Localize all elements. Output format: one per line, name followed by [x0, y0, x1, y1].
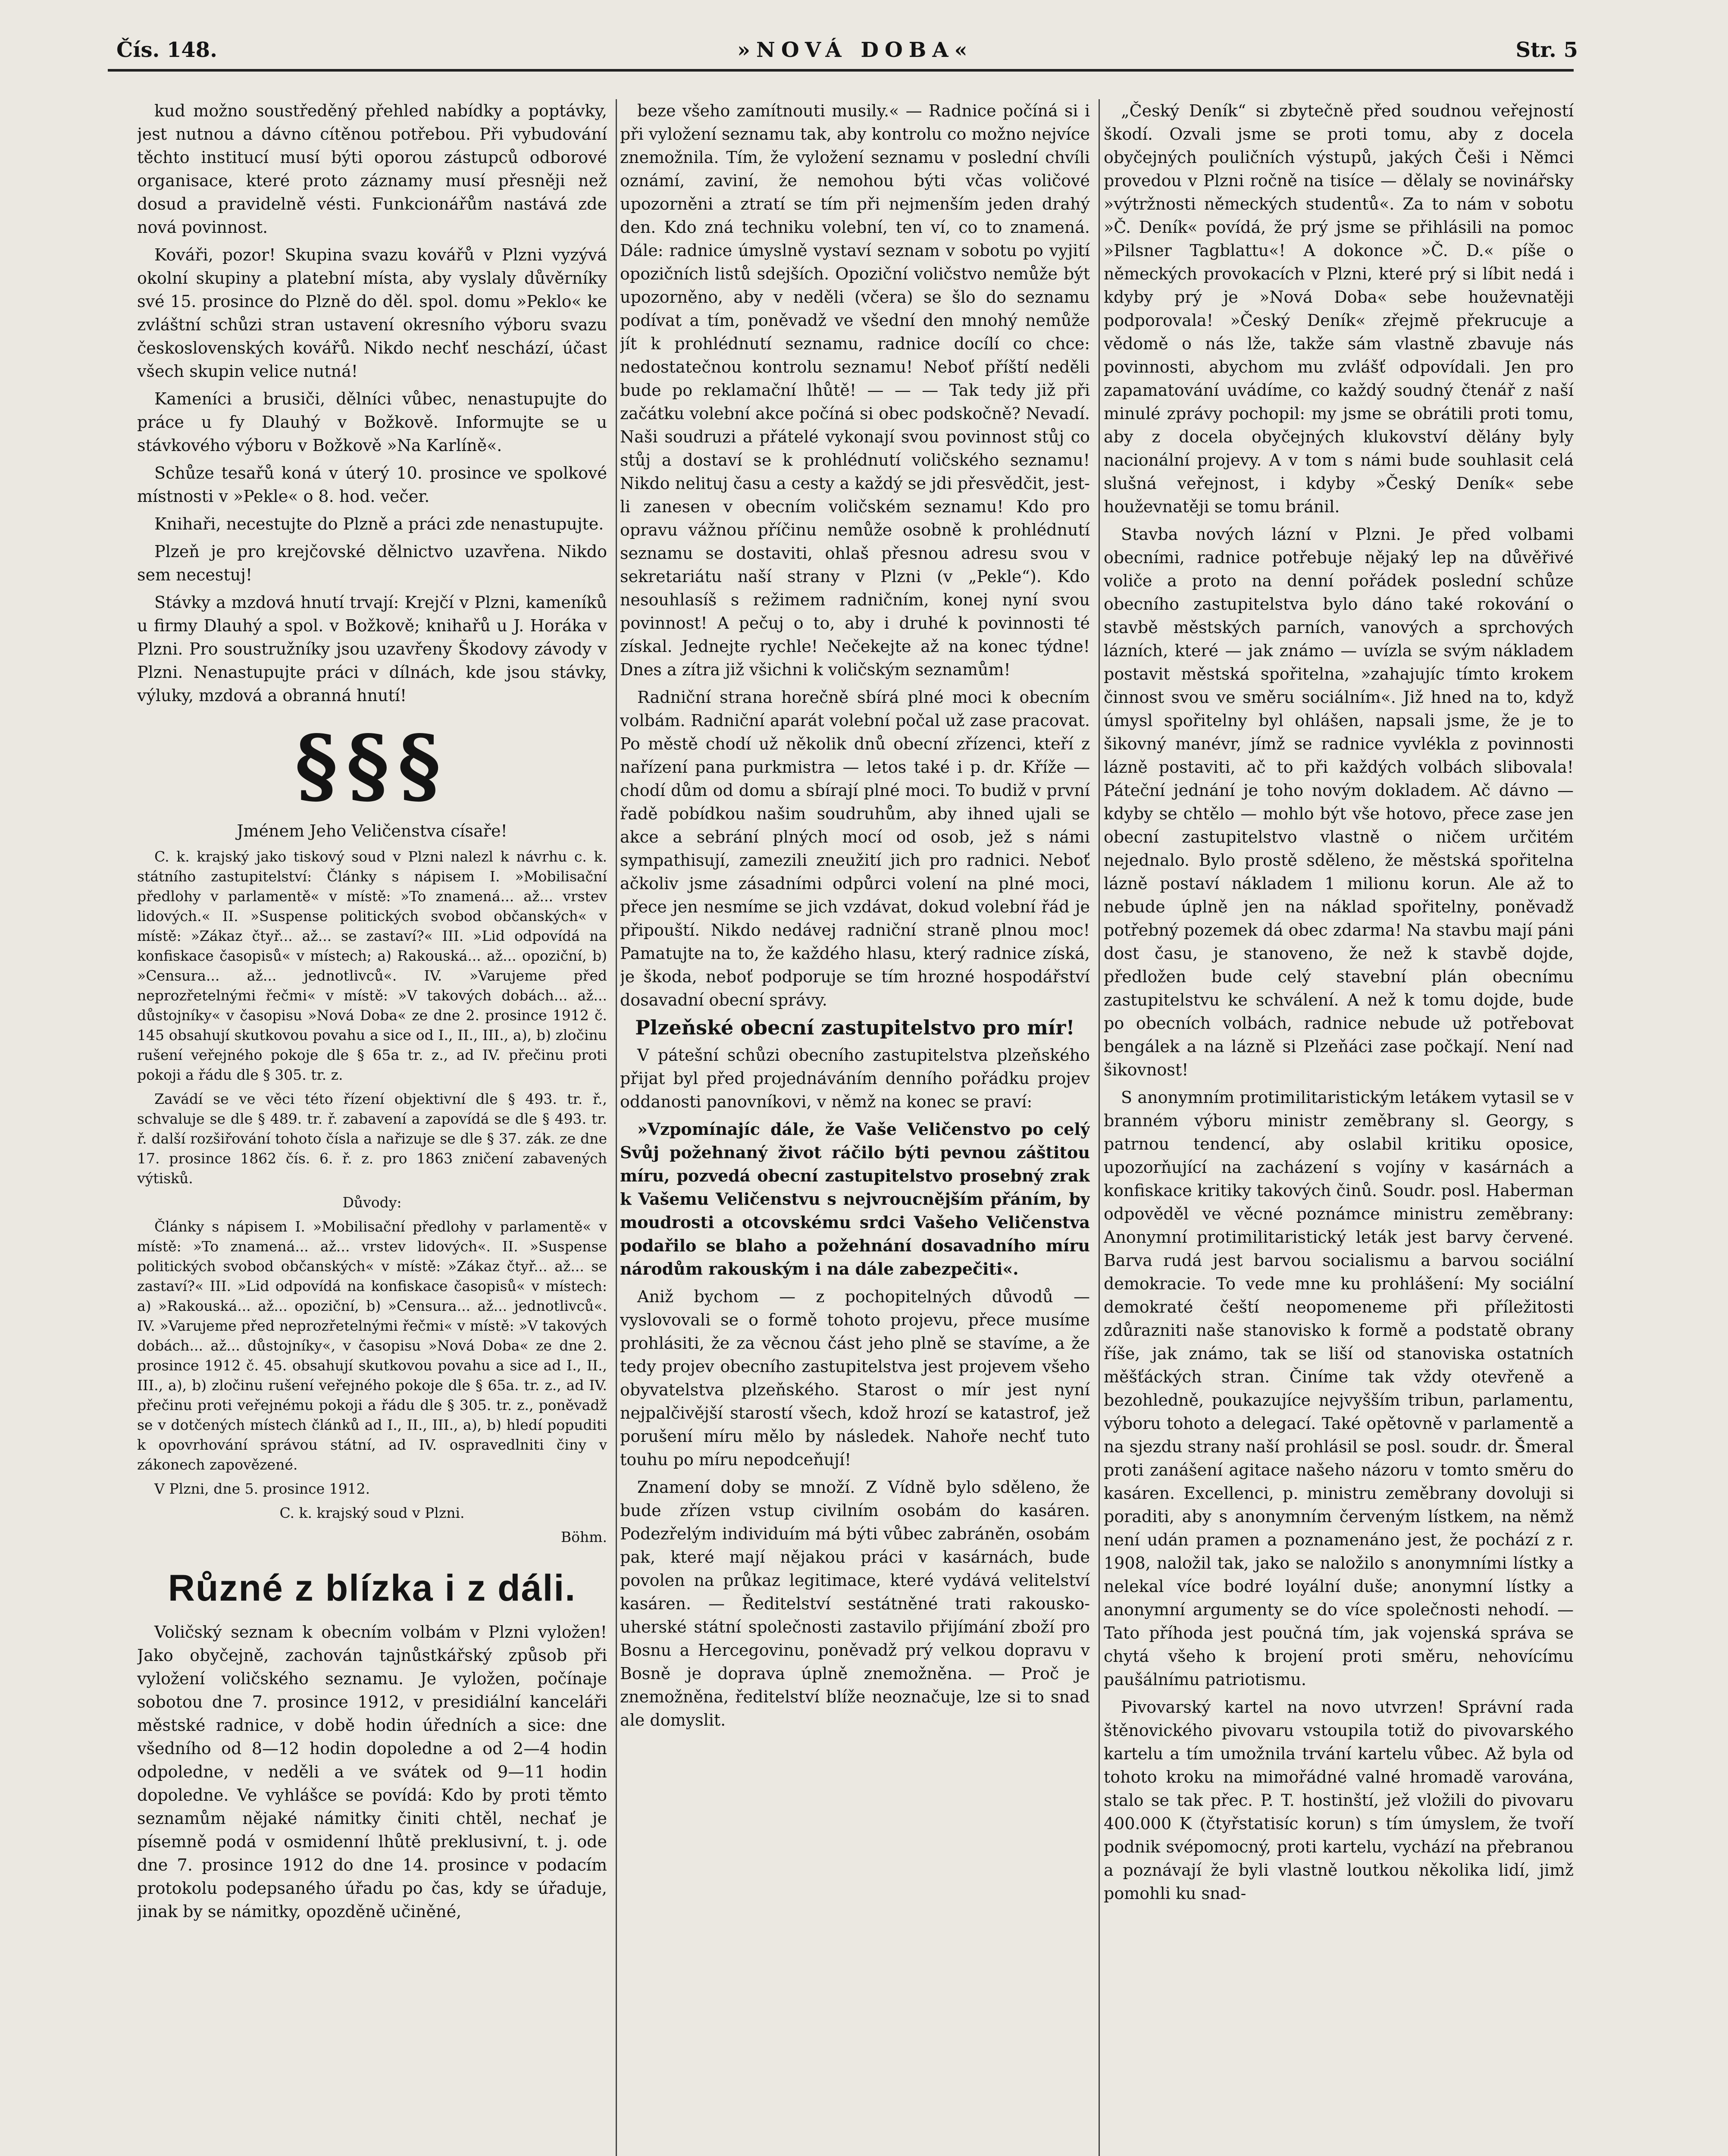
article-paragraph: Aniž bychom — z pochopitelných důvodů — vyslovovali se o formě tohoto projevu, přece musíme prohlásiti, že za věcnou část jeho plně se stavíme, a že tedy projev obecního zastupitelstva jest projevem všeho obyvatelstva plzeňského. Starost o mír jest nyní nejpalčivější starostí všech, kdož hrozí se katastrof, jež porušení míru mělo by následek. Nahoře nechť tuto touhu po míru nepodceňují! — [620, 1287, 1090, 1469]
header-rule — [108, 69, 1574, 72]
court-verdict: C. k. krajský jako tiskový soud v Plzni nalezl k návrhu c. k. státního zastupitelství: Články s nápisem I. »Mobilisační předlohy v parlamentě« v místě: »To znamená... až... vrstev lidových.« II. »Suspense politických svobod občanských« v místě: »Zákaz čtyř... až... se zastaví?« III. »Lid odpovídá na konfiskace časopisů« v místech; a) Rakouská... až... opoziční, b) »Censura... až... jednotlivců«. IV. »Varujeme před neprozřetelnými řečmi« v místě: »V takových dobách... až... důstojníky« v časopisu »Nová Doba« ze dne 2. prosince 1912 č. 145 obsahují skutkovou povahu a sice od I., II., III., a), b) zločinu rušení veřejného pokoje dle § 65a tr. z., ad IV. přečinu proti pokoji a řádu dle § 305. tr. z. — [137, 848, 607, 1083]
article-protimilitaristicky-letak: S anonymním protimilitaristickým letákem vytasil se v branném výboru ministr zeměbrany sl. Georgy, s patrnou tendencí, aby oslabil kritiku oposice, upozorňující na zacházení s vojíny v kasárnách a konfiskace kritiky takových činů. Soudr. posl. Haberman odpověděl ve věcné poznámce ministru zeměbrany: Anonymní protimilitaristický leták jest barvy červené. Barva rudá jest barvou socialismu a barvou sociální demokracie. To vede mne ku prohlášení: My sociální demokraté čeští neopomeneme při příležitosti zdůrazniti naše stanovisko k formě a podstatě obrany říše, jak známo, tak se liší od stanoviska ostatních měšťáckých stran. Činíme tak vždy otevřeně a bezohledně, poukazujíce nejvyšším tribun, parlamentu, výboru tohoto a delegací. Také opětovně v parlamentě a na sjezdu strany naší prohlásil se posl. soudr. dr. Šmeral proti zanášení agitace našeho názoru v tomto směru do kasáren. Excellenci, p. ministru zeměbrany dovoluji si poraditi, aby s anonymním červeným lístkem, na němž není udán pramen a poznamenáno jest, že pochází z r. 1908, naložil tak, jako se naložilo s anonymními lístky a nelekal více bodré loyální duše; anonymní lístky a anonymní argumenty se do více společnosti nehodí. — Tato příhoda jest poučná tím, jak vojenská správa se chytá všeho k brojení proti směru, nehovícímu paušálnímu patriotismu. — [1104, 1088, 1574, 1689]
article-pivovarsky-kartel: Pivovarský kartel na novo utvrzen! Správní rada štěnovického pivovaru vstoupila totiž do pivovarského kartelu a tím umožnila trvání kartelu vůbec. Až byla od tohoto kroku na mimořádné valné hromadě varována, stalo se tak přec. P. T. hostinští, jež vložili do pivovaru 400.000 K (čtyřstatisíc korun) s tím úmyslem, že tvoří podnik svépomocný, proti kartelu, vychází na přebranou a poznávají že byli vlastně loutkou několika lidí, jimž pomohli ku snad- — [1104, 1698, 1574, 1903]
notice-stavky: Stávky a mzdová hnutí trvají: Krejčí v Plzni, kameníků u firmy Dlauhý a spol. v Božkově; knihařů u J. Horáka v Plzni. Pro soustružníky jsou uzavřeny Škodovy závody v Plzni. Nenastupujte práci v dílnách, kde jsou stávky, výluky, mzdová a obranná hnutí! — [137, 593, 607, 705]
notice-krejci: Plzeň je pro krejčovské dělnictvo uzavřena. Nikdo sem necestuj! — [137, 542, 607, 584]
article-paragraph: beze všeho zamítnouti musily.« — Radnice počíná si i při vyložení seznamu tak, aby kontrolu co možno nejvíce znemožnila. Tím, že vyložení seznamu v poslední chvíli oznámí, zaviní, že nemohou býti včas voličové upozorněni a ztratí se tím při nejmenším jeden drahý den. Kdo zná techniku volební, ten ví, co to znamená. Dále: radnice úmyslně vystaví seznam v sobotu po vyjití opozičních listů sdejších. Opoziční voličstvo nemůže být upozorněno, aby v neděli (včera) se šlo do seznamu podívat a tím, poněvadž ve všední den mnohý nemůže jít k prohlédnutí seznamu, radnice docílí co chce: nedostatečnou kontrolu seznamu! Neboť příští neděli bude po reklamační lhůtě! — — — Tak tedy již při začátku volební akce počíná si obec podskočně? Nevadí. Naši soudruzi a přátelé vykonají svou povinnost stůj co stůj a dostaví se k prohlédnutí voličského seznamu! Nikdo nelituj času a cesty a každý se jdi přesvědčit, jest-li zanesen v obecním voličském seznamu! Kdo pro opravu vážnou příčinu nemůže osobně k prohlédnutí seznamu se dostaviti, ohlaš přesnou adresu svou v sekretariátu naší strany v Plzni (v „Pekle“). Kdo nesouhlasíš s režimem radničním, konej nyní svou povinnost! A pečuj o to, aby i druhé k povinnosti té získal. Jednejte rychle! Nečekejte až na konec týdne! Dnes a zítra již všichni k voličským seznamům! — [620, 101, 1090, 679]
article-cesky-denik: „Český Deník“ si zbytečně před soudnou veřejností škodí. Ozvali jsme se proti tomu, aby z docela obyčejných pouličních výstupů, jakých Češi i Němci provedou v Plzni ročně na tisíce — dělaly se novinářsky »výtržnosti německých studentů«. Za to nám v sobotu »Č. Deník« povídá, že prý jsme se přihlásili na pomoc »Pilsner Tagblattu«! A dokonce »Č. D.« píše o německých provokacích v Plzni, které prý si líbit nedá i kdyby prý je »Nová Doba« sebe houževnatěji podporovala! »Český Deník« zřejmě překrucuje a vědomě o nás lže, takže sám vlastně zbavuje nás povinnosti, abychom mu zvlášť odpovídali. Jen pro zapamatování uvádíme, co každý soudný čtenář z naší minulé zprávy pochopil: my jsme se obrátili proti tomu, aby z docela obyčejných klukovství dělány byly nacionální projevy. A v tom s námi bude souhlasit celá slušná veřejnost, i kdyby »Český Deník« sebe houževnatěji se tomu bránil. — [1104, 101, 1574, 516]
issue-number: Čís. 148. — [116, 38, 217, 62]
column-divider — [1099, 99, 1100, 2156]
column-3 — [1104, 99, 1574, 2156]
court-date: V Plzni, dne 5. prosince 1912. — [154, 1480, 370, 1497]
column-2 — [620, 99, 1090, 2156]
court-heading: Jménem Jeho Veličenstva císaře! — [237, 821, 507, 840]
section-symbol: §§§ — [294, 717, 450, 813]
column-divider — [616, 99, 617, 2156]
notice-kamenici: Kameníci a brusiči, dělníci vůbec, nenastupujte do práce u fy Dlauhý v Božkově. Informujte se u stávkového výboru v Božkově »Na Karlíně«. — [137, 389, 607, 455]
court-verdict-2: Zavádí se ve věci této řízení objektivní dle § 493. tr. ř., schvaluje se dle § 489. tr. ř. zabavení a zapovídá se dle § 493. tr. ř. další rozšiřování tohoto čísla a nařizuje se dle § 37. zák. ze dne 17. prosince 1862 čís. 6. ř. z. pro 1863 zničení zabavených výtisků. — [137, 1091, 607, 1187]
article-stavba-lazni: Stavba nových lázní v Plzni. Je před volbami obecními, radnice potřebuje nějaký lep na důvěřivé voliče a proto na denní pořádek poslední schůze obecního zastupitelstva bylo dáno také rokování o stavbě městských parních, vanových a sprchových lázních, které — jak známo — uvízla se svým nákladem postavit městská spořitelna, »zahajujíc tímto krokem činnost svou ve směru sociálním«. Již hned na to, když úmysl spořitelny byl ohlášen, napsali jsme, že je to šikovný manévr, jímž se radnice vyvlékla z povinnosti lázně postaviti, ač to při každých volbách slibovala! Páteční jednání je toho novým dokladem. Ač dávno — kdyby se chtělo — mohlo být vše hotovo, přece zase jen obecní zastupitelstvo vlastně o ničem určitém nejednalo. Bylo prostě sděleno, že městská spořitelna lázně postaví nákladem 1 milionu korun. Ale až to nebude úplně jen na náklad spořitelny, poněvadž potřebný pozemek dá obec zdarma! Na stavbu mají páni dost času, je stanoveno, že než k stavbě dojde, předložen bude celý stavební plán obecnímu zastupitelstvu ke schválení. A než k tomu dojde, bude po obecních volbách, radnice nebude už potřebovat bengálek a na lázně si Plzeňáci zase počkají. Není nad šikovnost! — [1104, 525, 1574, 1079]
article-radnicni-strana: Radniční strana horečně sbírá plné moci k obecním volbám. Radniční aparát volební počal už zase pracovat. Po městě chodí už několik dnů obecní zřízenci, kteří z nařízení pana purkmistra — letos také i p. dr. Kříže — chodí dům od domu a sbírají plné moci. To budiž v první řadě pobídkou našim soudruhům, aby ihned ujali se akce a sebrání plných mocí od osob, jež s námi sympathisují, zamezili zneužití jich pro radnici. Neboť ačkoliv jsme zásadními odpůrci volení na plné moci, přece jen nesmíme se jich vzdávat, dokud volební řád je připouští. Nikdo nedávej radniční straně plnou moc! Pamatujte na to, že každého hlasu, který radnice získá, je škoda, neboť podporuje se tím hrozné hospodářství dosavadní obecní správy. — [620, 688, 1090, 1009]
article-paragraph: V pátešní schůzi obecního zastupitelstva plzeňského přijat byl před projednáváním denního pořádku projev oddanosti panovníkovi, v němž na konec se praví: — [620, 1046, 1090, 1111]
article-znameni-doby: Znamení doby se množí. Z Vídně bylo sděleno, že bude zřízen vstup civilním osobám do kasáren. Podezřelým individuím má býti vůbec zabráněn, osobám pak, které mají nějakou práci v kasárnách, bude povolen na průkaz legitimace, které vydává velitelství kasáren. — Ředitelství sestátněné trati rakousko-uherské státní společnosti zastavilo přijímání zboží pro Bosnu a Hercegovinu, poněvadž prý velkou dopravu v Bosně je doprava úplně znemožněna. — Proč je znemožněna, ředitelství blíže neoznačuje, lze si to snad ale domyslit. — [620, 1478, 1090, 1730]
article-heading: Plzeňské obecní zastupitelstvo pro mír! — [635, 1016, 1075, 1039]
article-volicsky-seznam: Voličský seznam k obecním volbám v Plzni vyložen! Jako obyčejně, zachován tajnůstkářský způsob při vyložení voličského seznamu. Je vyložen, počínaje sobotou dne 7. prosince 1912, v presidiální kanceláři městské radnice, v době hodin úředních a sice: dne všedního od 8—12 hodin dopoledne a od 2—4 hodin odpoledne, v neděli a ve svátek od 9—11 hodin dopoledne. Ve vyhlášce se povídá: Kdo by proti těmto seznamům nějaké námitky činiti chtěl, nechať je písemně podá v osmidenní lhůtě preklusivní, t. j. ode dne 7. prosince 1912 do dne 14. prosince v podacím protokolu podepsaného úřadu po čas, kdy se úřaduje, jinak by se námitky, opozděně učiněné, — [137, 1623, 607, 1921]
column-1 — [137, 99, 607, 2156]
notice-tesari: Schůze tesařů koná v úterý 10. prosince ve spolkové místnosti v »Pekle« o 8. hod. večer. — [137, 464, 607, 506]
court-signer: Böhm. — [560, 1529, 607, 1545]
section-banner: Různé z blízka i z dáli. — [168, 1567, 576, 1609]
newspaper-title: »NOVÁ DOBA« — [737, 38, 974, 62]
notice-kovari: Kováři, pozor! Skupina svazu kovářů v Plzni vyzývá okolní skupiny a platební místa, aby vyslaly důvěrníky své 15. prosince do Plzně do děl. spol. domu »Peklo« ke zvláštní schůzi stran ustavení okresního výboru svazu československých kovářů. Nikdo nechť neschází, účast všech skupin velice nutná! — [137, 245, 607, 381]
court-signature: C. k. krajský soud v Plzni. — [279, 1504, 465, 1521]
court-reasons-heading: Důvody: — [342, 1194, 402, 1211]
article-paragraph: kud možno soustředěný přehled nabídky a poptávky, jest nutnou a dávno cítěnou potřebou. Při vybudování těchto institucí musí býti oporou zástupců odborové organisace, které proto záznamy musí přesněji než dosud a pravidelně vésti. Funkcionářům nastává zde nová povinnost. — [137, 101, 607, 237]
notice-knihari: Knihaři, necestujte do Plzně a práci zde nenastupujte. — [154, 514, 604, 533]
article-quote: »Vzpomínajíc dále, že Vaše Veličenstvo po celý Svůj požehnaný život ráčilo býti pevnou záštitou míru, pozvedá obecní zastupitelstvo prosebný zrak k Vašemu Veličenstvu s nejvroucnějším přáním, by moudrosti a otcovskému srdci Vašeho Veličenstva podařilo se blaho a požehnání dosavadního míru národům rakouským i na dále zabezpečiti«. — [620, 1119, 1090, 1279]
masthead — [116, 38, 1578, 65]
court-reasons: Články s nápisem I. »Mobilisační předlohy v parlamentě« v místě: »To znamená... až... vrstev lidových«. II. »Suspense politických svobod občanských« v místě: »Zákaz čtyř... až... se zastaví?« III. »Lid odpovídá na konfiskace časopisů« v místech: a) »Rakouská... až... opoziční, b) »Censura... až... jednotlivců«. IV. »Varujeme před neprozřetelnými řečmi« v místě: »V takových dobách... až... důstojníky«, v časopisu »Nová Doba« ze dne 2. prosince 1912 č. 45. obsahují skutkovou povahu a sice ad I., II., III., a), b) zločinu rušení veřejného pokoje dle § 65a. tr. z., ad IV. přečinu proti veřejnému pokoji a řádu dle § 305. tr. z., poněvadž se v dotčených místech článků ad I., II., III., a), b) hledí popuditi k opovrhování správou státní, ad IV. ospravedlniti činy v zákonech zapovězené. — [137, 1218, 607, 1473]
page-number: Str. 5 — [1515, 38, 1578, 62]
